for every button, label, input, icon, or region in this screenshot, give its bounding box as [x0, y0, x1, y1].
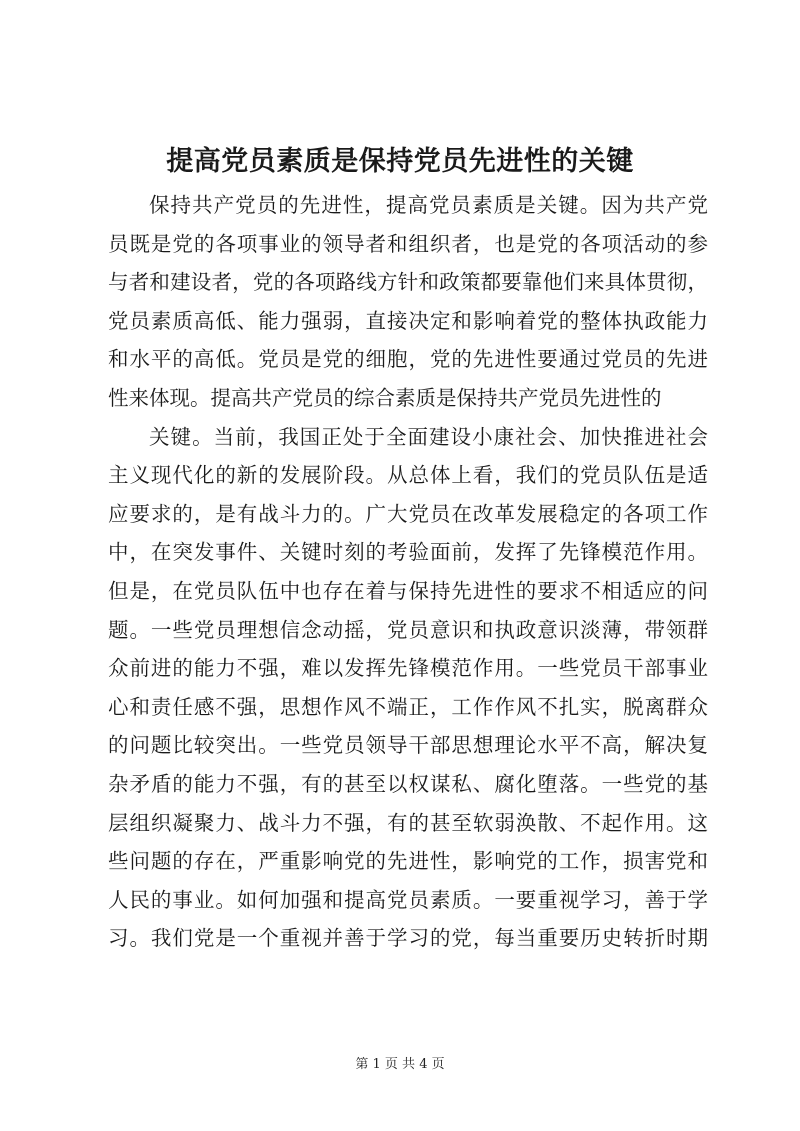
text-line: 心和责任感不强，思想作风不端正，工作作风不扎实，脱离群众	[108, 694, 708, 719]
text-line: 的问题比较突出。一些党员领导干部思想理论水平不高，解决复	[108, 733, 708, 758]
text-line: 杂矛盾的能力不强，有的甚至以权谋私、腐化堕落。一些党的基	[108, 771, 708, 796]
text-line: 习。我们党是一个重视并善于学习的党，每当重要历史转折时期	[108, 926, 708, 951]
text-line: 人民的事业。如何加强和提高党员素质。一要重视学习，善于学	[108, 887, 708, 912]
paragraph	[108, 186, 708, 418]
text-line: 题。一些党员理想信念动摇，党员意识和执政意识淡薄，带领群	[108, 617, 708, 642]
page-number-footer: 第 1 页 共 4 页	[355, 1057, 445, 1072]
text-line: 和水平的高低。党员是党的细胞，党的先进性要通过党员的先进	[108, 347, 708, 372]
text-line: 中，在突发事件、关键时刻的考验面前，发挥了先锋模范作用。	[108, 540, 708, 565]
text-line: 性来体现。提高共产党员的综合素质是保持共产党员先进性的	[108, 385, 662, 410]
paragraph	[108, 418, 708, 958]
text-line: 保持共产党员的先进性，提高党员素质是关键。因为共产党	[149, 193, 708, 217]
text-line: 众前进的能力不强，难以发挥先锋模范作用。一些党员干部事业	[108, 656, 708, 681]
text-line: 但是，在党员队伍中也存在着与保持先进性的要求不相适应的问	[108, 578, 708, 603]
text-line: 与者和建设者，党的各项路线方针和政策都要靠他们来具体贯彻，	[108, 270, 708, 295]
text-line: 党员素质高低、能力强弱，直接决定和影响着党的整体执政能力	[108, 308, 708, 333]
text-line: 层组织凝聚力、战斗力不强，有的甚至软弱涣散、不起作用。这	[108, 810, 708, 835]
text-line: 应要求的，是有战斗力的。广大党员在改革发展稳定的各项工作	[108, 501, 708, 526]
text-line: 主义现代化的新的发展阶段。从总体上看，我们的党员队伍是适	[108, 463, 708, 488]
text-line: 员既是党的各项事业的领导者和组织者，也是党的各项活动的参	[108, 231, 708, 256]
text-line: 些问题的存在，严重影响党的先进性，影响党的工作，损害党和	[108, 849, 708, 874]
text-line: 关键。当前，我国正处于全面建设小康社会、加快推进社会	[149, 424, 708, 449]
document-title: 提高党员素质是保持党员先进性的关键	[166, 146, 634, 177]
document-body	[108, 186, 708, 958]
